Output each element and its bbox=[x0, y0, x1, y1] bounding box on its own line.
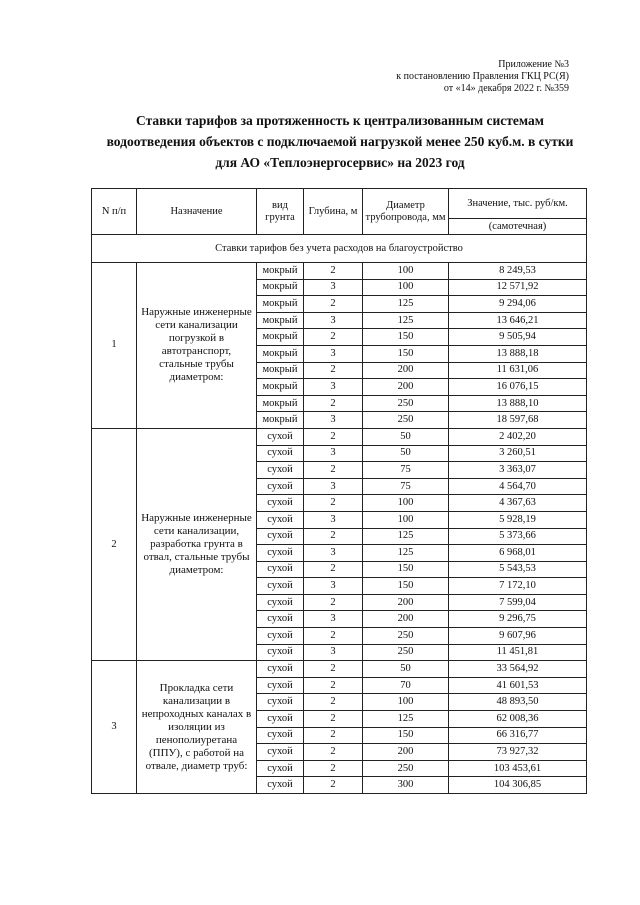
diameter-cell: 125 bbox=[363, 711, 449, 728]
diameter-cell: 125 bbox=[363, 528, 449, 545]
soil-type-cell: сухой bbox=[257, 760, 304, 777]
header-purpose: Назначение bbox=[137, 189, 257, 235]
depth-cell: 2 bbox=[304, 727, 363, 744]
soil-type-cell: сухой bbox=[257, 445, 304, 462]
depth-cell: 3 bbox=[304, 511, 363, 528]
depth-cell: 2 bbox=[304, 661, 363, 678]
group-description: Прокладка сети канализации в непроходных каналах в изоляции из пенополиуретана (ППУ), с работой на отвале, диаметр труб: bbox=[137, 661, 257, 794]
soil-type-cell: сухой bbox=[257, 677, 304, 694]
diameter-cell: 75 bbox=[363, 478, 449, 495]
diameter-cell: 75 bbox=[363, 462, 449, 479]
depth-cell: 2 bbox=[304, 362, 363, 379]
value-cell: 12 571,92 bbox=[449, 279, 587, 296]
value-cell: 5 928,19 bbox=[449, 511, 587, 528]
value-cell: 3 363,07 bbox=[449, 462, 587, 479]
diameter-cell: 250 bbox=[363, 412, 449, 429]
depth-cell: 2 bbox=[304, 528, 363, 545]
depth-cell: 2 bbox=[304, 329, 363, 346]
value-cell: 33 564,92 bbox=[449, 661, 587, 678]
diameter-cell: 200 bbox=[363, 611, 449, 628]
depth-cell: 2 bbox=[304, 495, 363, 512]
diameter-cell: 100 bbox=[363, 263, 449, 280]
header-value: Значение, тыс. руб/км. bbox=[449, 189, 587, 219]
soil-type-cell: сухой bbox=[257, 694, 304, 711]
diameter-cell: 125 bbox=[363, 312, 449, 329]
soil-type-cell: сухой bbox=[257, 511, 304, 528]
group-number: 3 bbox=[92, 661, 137, 794]
soil-type-cell: сухой bbox=[257, 495, 304, 512]
diameter-cell: 50 bbox=[363, 428, 449, 445]
diameter-cell: 125 bbox=[363, 296, 449, 313]
value-cell: 11 631,06 bbox=[449, 362, 587, 379]
value-cell: 9 296,75 bbox=[449, 611, 587, 628]
group-description: Наружные инженерные сети канализации, разработка грунта в отвал, стальные трубы диаметром: bbox=[137, 428, 257, 660]
diameter-cell: 150 bbox=[363, 561, 449, 578]
value-cell: 9 294,06 bbox=[449, 296, 587, 313]
tariff-table bbox=[91, 188, 587, 794]
soil-type-cell: сухой bbox=[257, 428, 304, 445]
value-cell: 3 260,51 bbox=[449, 445, 587, 462]
header-depth: Глубина, м bbox=[304, 189, 363, 235]
value-cell: 13 646,21 bbox=[449, 312, 587, 329]
appendix-header bbox=[396, 59, 569, 95]
soil-type-cell: мокрый bbox=[257, 345, 304, 362]
depth-cell: 3 bbox=[304, 412, 363, 429]
value-cell: 62 008,36 bbox=[449, 711, 587, 728]
appendix-line-2: к постановлению Правления ГКЦ РС(Я) bbox=[396, 71, 569, 82]
soil-type-cell: мокрый bbox=[257, 263, 304, 280]
title-line-3: для АО «Теплоэнергосервис» на 2023 год bbox=[215, 155, 465, 170]
value-cell: 9 505,94 bbox=[449, 329, 587, 346]
value-cell: 4 367,63 bbox=[449, 495, 587, 512]
value-cell: 4 564,70 bbox=[449, 478, 587, 495]
header-row bbox=[92, 189, 587, 219]
diameter-cell: 300 bbox=[363, 777, 449, 794]
diameter-cell: 250 bbox=[363, 644, 449, 661]
value-cell: 7 172,10 bbox=[449, 578, 587, 595]
value-cell: 48 893,50 bbox=[449, 694, 587, 711]
diameter-cell: 50 bbox=[363, 661, 449, 678]
header-diameter: Диаметр трубопровода, мм bbox=[363, 189, 449, 235]
depth-cell: 2 bbox=[304, 777, 363, 794]
soil-type-cell: сухой bbox=[257, 711, 304, 728]
value-cell: 41 601,53 bbox=[449, 677, 587, 694]
value-cell: 6 968,01 bbox=[449, 545, 587, 562]
value-cell: 5 543,53 bbox=[449, 561, 587, 578]
diameter-cell: 150 bbox=[363, 345, 449, 362]
header-soil: вид грунта bbox=[257, 189, 304, 235]
depth-cell: 2 bbox=[304, 296, 363, 313]
document-title bbox=[60, 110, 620, 173]
table-row bbox=[92, 263, 587, 280]
soil-type-cell: сухой bbox=[257, 628, 304, 645]
diameter-cell: 250 bbox=[363, 395, 449, 412]
depth-cell: 2 bbox=[304, 628, 363, 645]
table-row bbox=[92, 428, 587, 445]
soil-type-cell: сухой bbox=[257, 462, 304, 479]
diameter-cell: 200 bbox=[363, 594, 449, 611]
soil-type-cell: сухой bbox=[257, 727, 304, 744]
value-cell: 8 249,53 bbox=[449, 263, 587, 280]
tariff-table-body bbox=[92, 189, 587, 794]
soil-type-cell: мокрый bbox=[257, 329, 304, 346]
soil-type-cell: мокрый bbox=[257, 395, 304, 412]
value-cell: 66 316,77 bbox=[449, 727, 587, 744]
appendix-line-1: Приложение №3 bbox=[498, 59, 569, 70]
depth-cell: 3 bbox=[304, 312, 363, 329]
value-cell: 11 451,81 bbox=[449, 644, 587, 661]
depth-cell: 3 bbox=[304, 379, 363, 396]
value-cell: 103 453,61 bbox=[449, 760, 587, 777]
soil-type-cell: сухой bbox=[257, 777, 304, 794]
header-value-sub: (самотечная) bbox=[449, 219, 587, 235]
value-cell: 5 373,66 bbox=[449, 528, 587, 545]
soil-type-cell: сухой bbox=[257, 578, 304, 595]
depth-cell: 2 bbox=[304, 263, 363, 280]
diameter-cell: 125 bbox=[363, 545, 449, 562]
value-cell: 9 607,96 bbox=[449, 628, 587, 645]
depth-cell: 3 bbox=[304, 578, 363, 595]
depth-cell: 3 bbox=[304, 545, 363, 562]
group-number: 1 bbox=[92, 263, 137, 429]
diameter-cell: 50 bbox=[363, 445, 449, 462]
soil-type-cell: мокрый bbox=[257, 412, 304, 429]
diameter-cell: 100 bbox=[363, 511, 449, 528]
diameter-cell: 150 bbox=[363, 727, 449, 744]
diameter-cell: 100 bbox=[363, 694, 449, 711]
group-description: Наружные инженерные сети канализации погрузкой в автотранспорт, стальные трубы диаметром: bbox=[137, 263, 257, 429]
soil-type-cell: сухой bbox=[257, 478, 304, 495]
depth-cell: 2 bbox=[304, 711, 363, 728]
title-line-1: Ставки тарифов за протяженность к централизованным системам bbox=[136, 113, 544, 128]
value-cell: 13 888,18 bbox=[449, 345, 587, 362]
soil-type-cell: сухой bbox=[257, 661, 304, 678]
diameter-cell: 200 bbox=[363, 379, 449, 396]
value-cell: 13 888,10 bbox=[449, 395, 587, 412]
diameter-cell: 200 bbox=[363, 362, 449, 379]
value-cell: 18 597,68 bbox=[449, 412, 587, 429]
header-num: N п/п bbox=[92, 189, 137, 235]
group-number: 2 bbox=[92, 428, 137, 660]
depth-cell: 2 bbox=[304, 677, 363, 694]
value-cell: 7 599,04 bbox=[449, 594, 587, 611]
soil-type-cell: мокрый bbox=[257, 379, 304, 396]
diameter-cell: 250 bbox=[363, 760, 449, 777]
soil-type-cell: мокрый bbox=[257, 312, 304, 329]
depth-cell: 2 bbox=[304, 428, 363, 445]
diameter-cell: 100 bbox=[363, 495, 449, 512]
soil-type-cell: сухой bbox=[257, 611, 304, 628]
diameter-cell: 70 bbox=[363, 677, 449, 694]
appendix-line-3: от «14» декабря 2022 г. №359 bbox=[443, 83, 569, 94]
depth-cell: 3 bbox=[304, 445, 363, 462]
soil-type-cell: мокрый bbox=[257, 362, 304, 379]
diameter-cell: 150 bbox=[363, 329, 449, 346]
depth-cell: 2 bbox=[304, 395, 363, 412]
value-cell: 2 402,20 bbox=[449, 428, 587, 445]
depth-cell: 3 bbox=[304, 644, 363, 661]
depth-cell: 2 bbox=[304, 594, 363, 611]
depth-cell: 2 bbox=[304, 561, 363, 578]
value-cell: 16 076,15 bbox=[449, 379, 587, 396]
diameter-cell: 150 bbox=[363, 578, 449, 595]
soil-type-cell: сухой bbox=[257, 528, 304, 545]
depth-cell: 2 bbox=[304, 760, 363, 777]
diameter-cell: 100 bbox=[363, 279, 449, 296]
depth-cell: 3 bbox=[304, 478, 363, 495]
soil-type-cell: мокрый bbox=[257, 279, 304, 296]
depth-cell: 2 bbox=[304, 694, 363, 711]
soil-type-cell: сухой bbox=[257, 594, 304, 611]
diameter-cell: 250 bbox=[363, 628, 449, 645]
depth-cell: 3 bbox=[304, 279, 363, 296]
title-line-2: водоотведения объектов с подключаемой нагрузкой менее 250 куб.м. в сутки bbox=[106, 134, 574, 149]
section-row bbox=[92, 235, 587, 263]
table-row bbox=[92, 661, 587, 678]
depth-cell: 2 bbox=[304, 744, 363, 761]
diameter-cell: 200 bbox=[363, 744, 449, 761]
section-title: Ставки тарифов без учета расходов на благоустройство bbox=[92, 235, 587, 263]
soil-type-cell: мокрый bbox=[257, 296, 304, 313]
soil-type-cell: сухой bbox=[257, 644, 304, 661]
soil-type-cell: сухой bbox=[257, 545, 304, 562]
depth-cell: 3 bbox=[304, 345, 363, 362]
soil-type-cell: сухой bbox=[257, 561, 304, 578]
value-cell: 73 927,32 bbox=[449, 744, 587, 761]
depth-cell: 3 bbox=[304, 611, 363, 628]
value-cell: 104 306,85 bbox=[449, 777, 587, 794]
soil-type-cell: сухой bbox=[257, 744, 304, 761]
depth-cell: 2 bbox=[304, 462, 363, 479]
